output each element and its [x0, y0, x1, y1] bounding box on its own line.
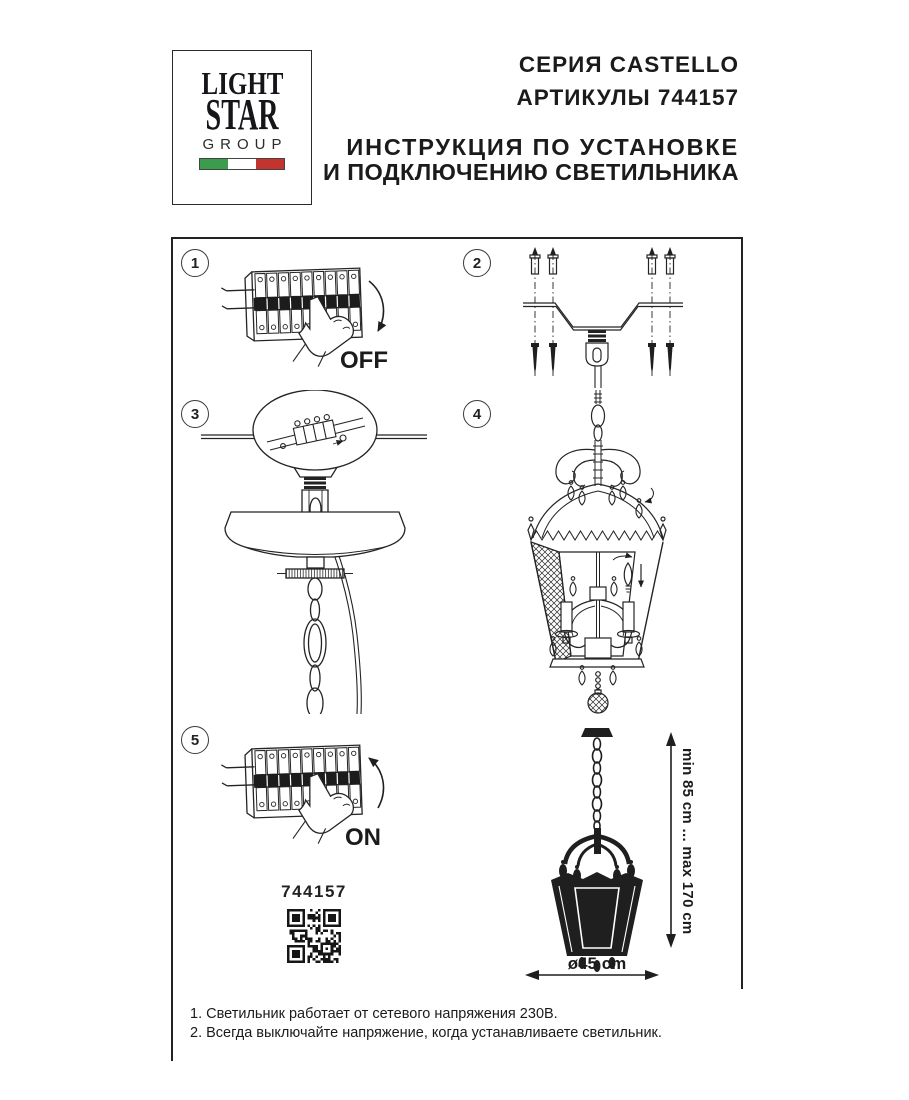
twist-arrow-icon — [613, 556, 632, 560]
logo-star-text: STAR — [205, 90, 279, 139]
chain-continuation — [595, 366, 601, 388]
chandelier-illustration — [455, 390, 739, 714]
chain — [304, 578, 326, 714]
flag-green-stripe — [200, 159, 228, 169]
panel-step-5 — [173, 716, 456, 863]
flag-white-stripe — [228, 159, 256, 169]
attach-arrow-icon — [645, 488, 653, 502]
step-number-badge: 5 — [181, 726, 209, 754]
ceiling-mount-illustration — [173, 390, 453, 714]
note-2: 2. Всегда выключайте напряжение, когда устанавливаете светильник. — [190, 1024, 662, 1041]
series-title: СЕРИЯ CASTELLO — [518, 52, 739, 77]
document-header — [323, 48, 739, 185]
italian-flag-icon — [199, 158, 285, 170]
article-number-label: 744157 — [281, 882, 347, 901]
panel-step-2 — [455, 239, 739, 391]
canopy — [225, 512, 405, 557]
step-number-badge: 4 — [463, 400, 491, 428]
circuit-breaker-icon — [221, 745, 363, 847]
height-range-label: min 85 cm ... max 170 cm — [679, 747, 696, 935]
lamp-dimensions-illustration — [455, 716, 739, 987]
instruction-steps-grid — [171, 237, 743, 1061]
mounting-bracket-illustration — [455, 239, 739, 388]
arrow-down-icon — [369, 281, 384, 331]
instruction-title-line2: И ПОДКЛЮЧЕНИЮ СВЕТИЛЬНИКА — [322, 159, 739, 185]
logo-group-text: GROUP — [202, 136, 288, 153]
panel-step-1 — [173, 239, 456, 391]
bottom-rim — [550, 659, 644, 667]
diameter-label: ø45 cm — [567, 954, 627, 973]
toothed-ring — [286, 569, 344, 578]
wall-anchors — [530, 247, 675, 274]
panel-notes — [173, 989, 756, 1071]
lightstar-logo — [172, 50, 312, 205]
flag-red-stripe — [256, 159, 284, 169]
threaded-stem — [304, 477, 326, 489]
corner-finials — [528, 524, 666, 540]
crown-scrolls — [556, 440, 654, 518]
note-1: 1. Светильник работает от сетевого напряжения 230В. — [190, 1006, 558, 1022]
logo-light-text: LIGHT — [201, 65, 283, 101]
rim-zigzag — [531, 531, 663, 540]
panel-step-4 — [455, 390, 739, 717]
chain — [592, 390, 605, 441]
arrow-up-icon — [369, 758, 384, 808]
step-number-badge: 1 — [181, 249, 209, 277]
ceiling-cap — [581, 728, 613, 737]
breaker-off-illustration — [173, 239, 455, 388]
qr-code — [287, 909, 341, 963]
threaded-nipple — [588, 330, 606, 342]
finial-ball — [588, 693, 608, 713]
step-number-badge: 2 — [463, 249, 491, 277]
article-number: АРТИКУЛЫ 744157 — [516, 85, 739, 110]
lantern-roof — [533, 484, 663, 538]
off-label: OFF — [340, 347, 388, 374]
panel-qr — [173, 862, 456, 990]
chain-silhouette — [593, 738, 602, 831]
breaker-on-illustration — [173, 716, 455, 863]
instruction-title-line1: ИНСТРУКЦИЯ ПО УСТАНОВКЕ — [346, 134, 739, 160]
panel-dimensions — [455, 716, 739, 990]
bottom-ornaments — [579, 666, 616, 713]
step-number-badge: 3 — [181, 400, 209, 428]
on-label: ON — [345, 824, 381, 851]
panel-step-3 — [173, 390, 456, 717]
